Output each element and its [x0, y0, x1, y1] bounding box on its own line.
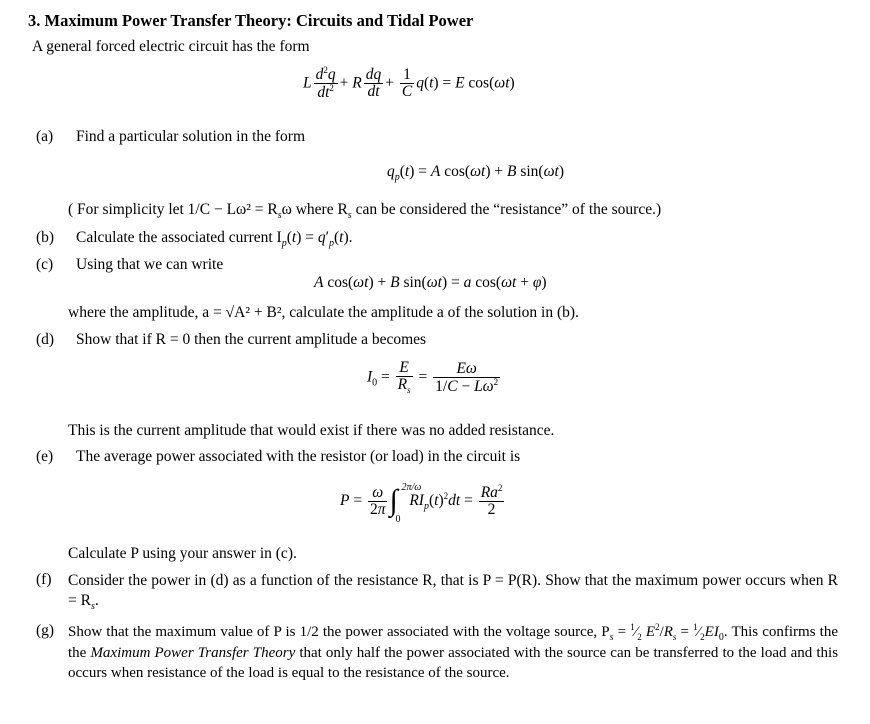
part-b-text: Calculate the associated current I — [76, 229, 282, 246]
part-a — [36, 128, 305, 146]
amplitude-phase-equation: A cos(ωt) + B sin(ωt) = a cos(ωt + φ) — [314, 274, 547, 291]
part-d — [36, 331, 426, 349]
part-a-note: ( For simplicity let $1/C - L\omega^2 = R_s\omega$ where $R_s$ can be considered the “resistance” of the source.) — [68, 201, 662, 222]
part-e-text: The average power associated with the resistor (or load) in the circuit is — [76, 448, 521, 465]
ode-equation: L $\frac{d^2q}{dt^2}$ + R $\frac{dq}{dt}$ + $\frac{1}{C}$ q(t) = E cos(ωt) — [303, 65, 515, 102]
part-f-text: Consider the power in (d) as a function of the resistance R, that is P = P(R). Show that the maximum power occurs when $R = R_s$. — [68, 572, 838, 613]
part-g-text: Show that the maximum value of P is 1/2 the power associated with the voltage source, $P_s$ = $^1⁄_2$ $E^2/R_s$ = $^1⁄_2EI_0$. This confirms the the Maximum Power Transfer Theory that only half the power associated with the source can be transferred to the load and this occurs when resistance of the load is equal to the resistance of the source. — [68, 622, 839, 681]
part-g-label-wrap — [36, 622, 54, 640]
part-f-label: (f) — [36, 571, 52, 588]
part-e-after: Calculate P using your answer in (c). — [68, 545, 297, 562]
part-b-label: (b) — [36, 229, 55, 246]
part-a-text: Find a particular solution in the form — [76, 128, 306, 145]
part-b: (b) Calculate the associated current $I_p(t) = q'_p(t)$. — [36, 229, 353, 250]
intro-text: A general forced electric circuit has the form — [32, 38, 310, 55]
problem-title: 3. Maximum Power Transfer Theory: Circuits and Tidal Power — [28, 11, 474, 30]
part-g-label: (g) — [36, 622, 55, 639]
part-c-label: (c) — [36, 256, 54, 273]
emphasis-theory-name: Maximum Power Transfer Theory — [90, 645, 296, 661]
part-c-where: where the amplitude, a = √A² + B², calculate the amplitude a of the solution in (b). — [68, 304, 579, 321]
part-c-text: Using that we can write — [76, 256, 224, 273]
part-e — [36, 448, 520, 466]
average-power-equation: P = $\frac{\omega}{2\pi}$ ∫ 2π/ω 0 $RI_p(t)^2dt$ = $\frac{Ra^2}{2}$ — [340, 482, 503, 526]
particular-solution-equation: $q_p(t) = A$ cos(ωt) + B sin(ωt) — [387, 163, 565, 184]
part-a-label: (a) — [36, 128, 54, 145]
part-f-label-wrap — [36, 571, 52, 589]
part-d-after: This is the current amplitude that would exist if there was no added resistance. — [68, 422, 555, 439]
problem-heading — [28, 12, 473, 31]
part-e-label: (e) — [36, 448, 54, 465]
current-amplitude-equation: $I_0$ = $\frac{E}{R_s}$ = $\frac{E\omega}{1/C - L\omega^2}$ — [367, 359, 499, 396]
part-c — [36, 256, 223, 274]
part-d-text: Show that if R = 0 then the current amplitude a becomes — [76, 331, 427, 348]
part-d-label: (d) — [36, 331, 55, 348]
